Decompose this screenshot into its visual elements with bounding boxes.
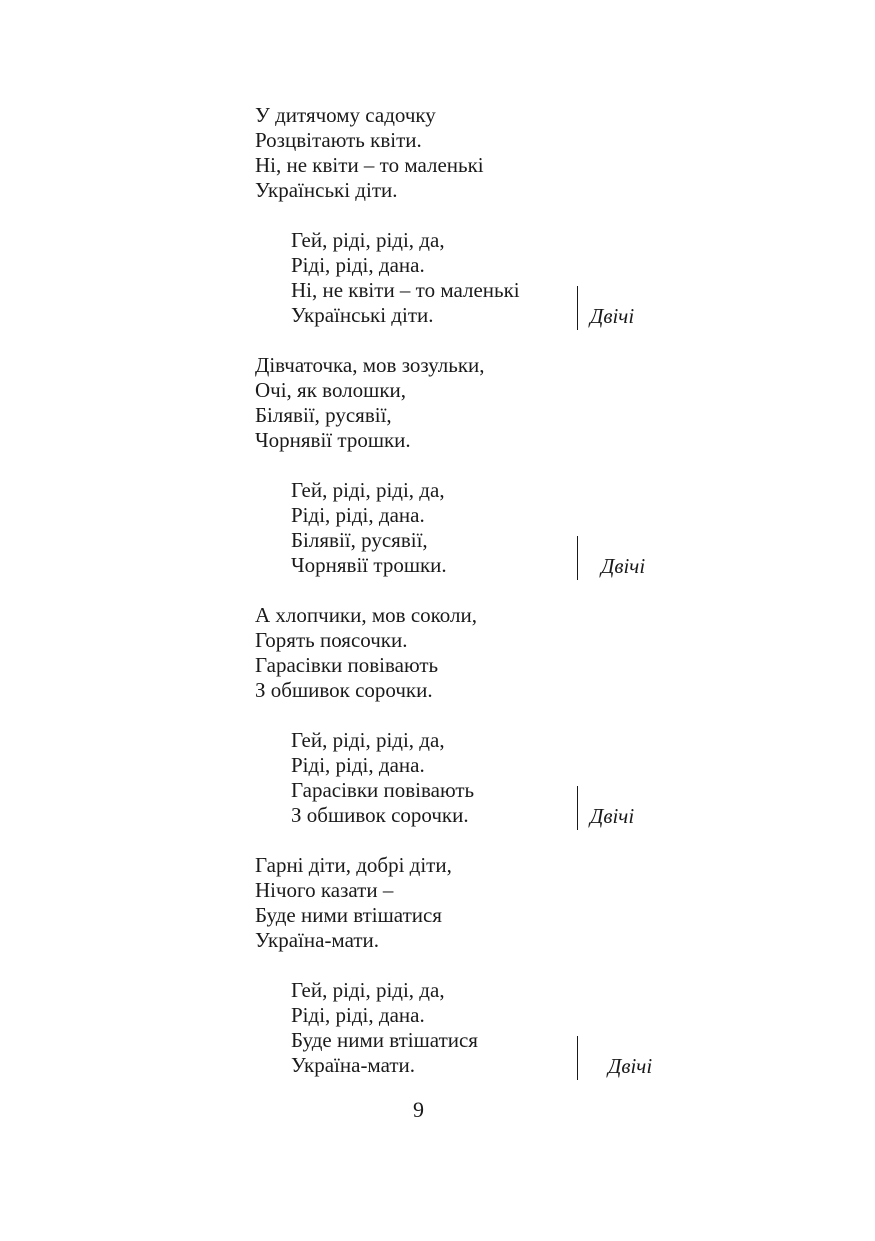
verse-line: У дитячому садочку <box>255 103 436 127</box>
refrain-line: Білявії, русявії, <box>291 528 428 552</box>
refrain-line: Гей, ріді, ріді, да, <box>291 728 445 752</box>
verse-line: З обшивок сорочки. <box>255 678 433 702</box>
verse-line: Ні, не квіти – то маленькі <box>255 153 484 177</box>
refrain-line: Ріді, ріді, дана. <box>291 503 425 527</box>
verse-line: Україна-мати. <box>255 928 380 952</box>
verse-line: Дівчаточка, мов зозульки, <box>255 353 485 377</box>
verse-line: Білявії, русявії, <box>255 403 392 427</box>
repeat-bracket <box>577 286 578 330</box>
refrain-line: Гей, ріді, ріді, да, <box>291 228 445 252</box>
repeat-label: Двічі <box>608 1054 653 1078</box>
repeat-bracket <box>577 786 578 830</box>
refrain-line: Ріді, ріді, дана. <box>291 253 425 277</box>
repeat-bracket <box>577 536 578 580</box>
refrain-line: З обшивок сорочки. <box>291 803 469 827</box>
verse-line: Очі, як волошки, <box>255 378 407 402</box>
verse-line: Гарасівки повівають <box>255 653 439 677</box>
verse-line: Горять поясочки. <box>255 628 408 652</box>
refrain-line: Гей, ріді, ріді, да, <box>291 478 445 502</box>
verse-line: Нічого казати – <box>255 878 394 902</box>
refrain-line: Ріді, ріді, дана. <box>291 1003 425 1027</box>
verse-line: Розцвітають квіти. <box>255 128 422 152</box>
verse-line: Чорнявії трошки. <box>255 428 411 452</box>
refrain-line: Ріді, ріді, дана. <box>291 753 425 777</box>
refrain-line: Гей, ріді, ріді, да, <box>291 978 445 1002</box>
refrain-line: Ні, не квіти – то маленькі <box>291 278 520 302</box>
refrain-line: Гарасівки повівають <box>291 778 475 802</box>
refrain-line: Чорнявії трошки. <box>291 553 447 577</box>
repeat-label: Двічі <box>590 304 635 328</box>
refrain-line: Українські діти. <box>291 303 434 327</box>
verse-line: Гарні діти, добрі діти, <box>255 853 452 877</box>
page-number: 9 <box>413 1097 424 1122</box>
repeat-label: Двічі <box>601 554 646 578</box>
repeat-label: Двічі <box>590 804 635 828</box>
refrain-line: Україна-мати. <box>291 1053 416 1077</box>
refrain-line: Буде ними втішатися <box>291 1028 478 1052</box>
verse-line: А хлопчики, мов соколи, <box>255 603 477 627</box>
verse-line: Українські діти. <box>255 178 398 202</box>
verse-line: Буде ними втішатися <box>255 903 442 927</box>
repeat-bracket <box>577 1036 578 1080</box>
